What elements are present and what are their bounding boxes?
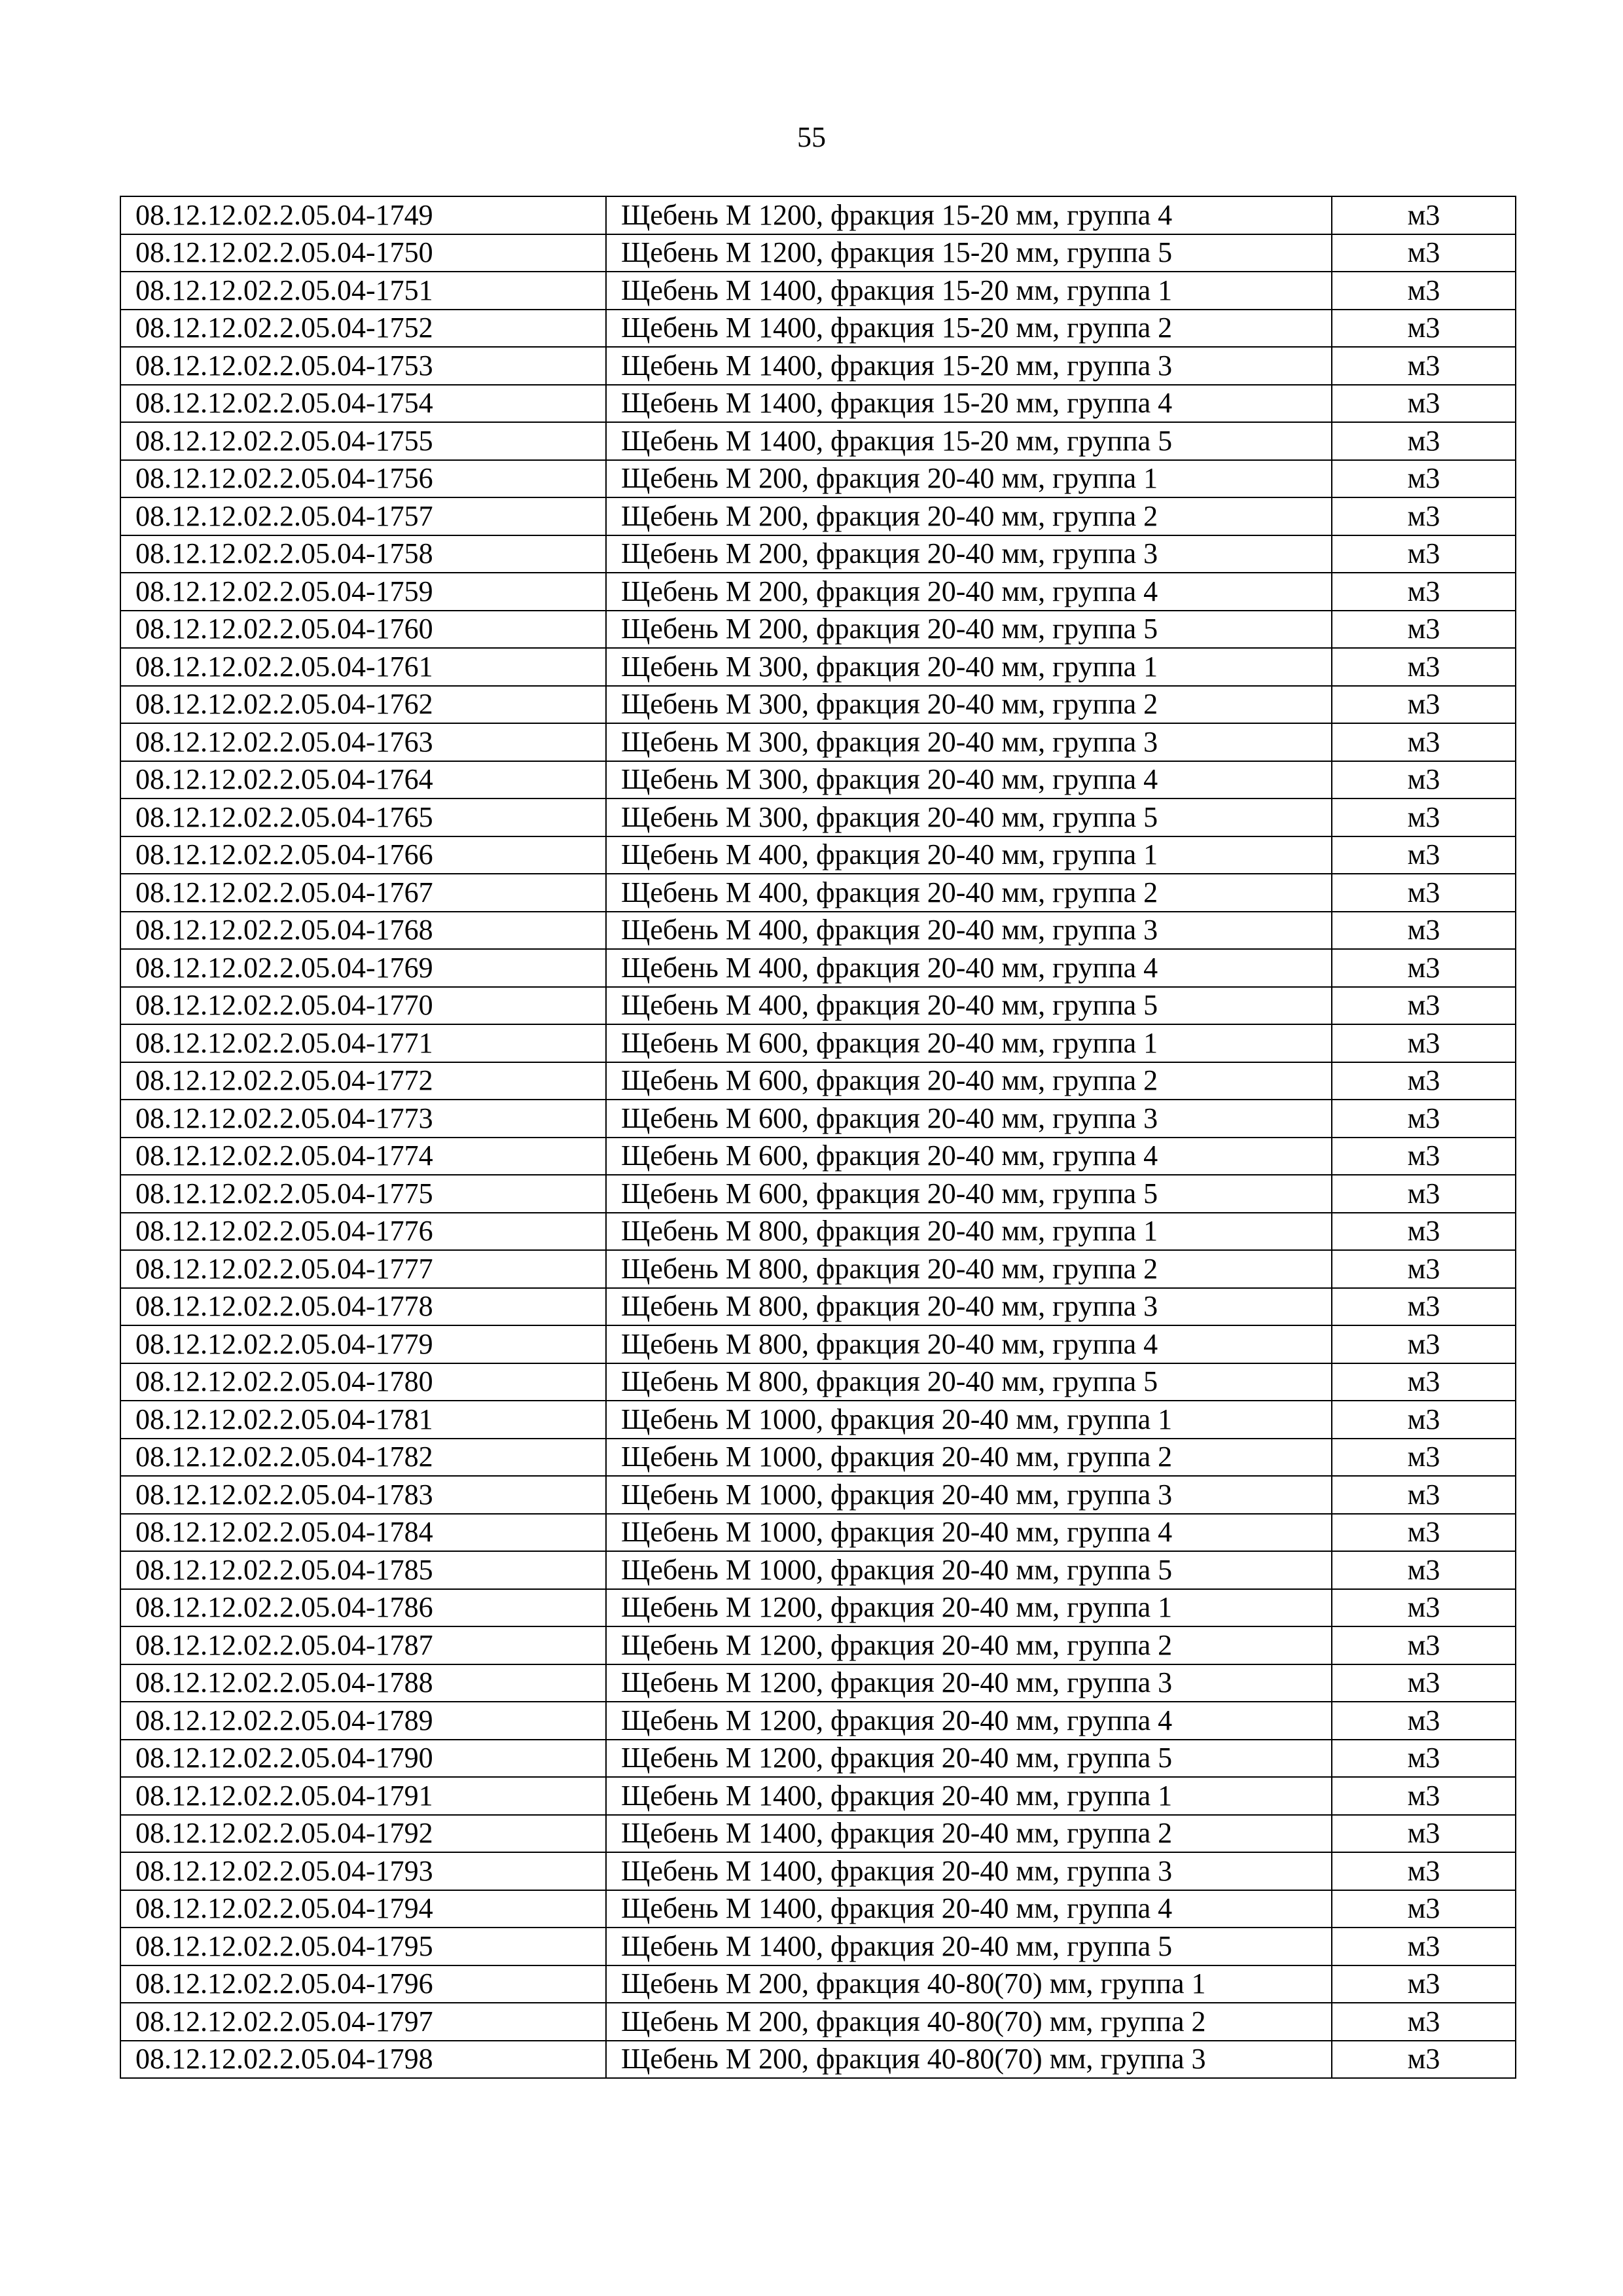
name-cell: Щебень М 200, фракция 20-40 мм, группа 2	[606, 497, 1332, 535]
code-cell: 08.12.12.02.2.05.04-1769	[120, 949, 606, 987]
code-cell: 08.12.12.02.2.05.04-1787	[120, 1626, 606, 1664]
table-row	[120, 497, 1516, 535]
table-row	[120, 535, 1516, 573]
table-row	[120, 385, 1516, 423]
unit-cell: м3	[1332, 1664, 1516, 1702]
unit-cell: м3	[1332, 1928, 1516, 1965]
unit-cell: м3	[1332, 573, 1516, 611]
unit-cell: м3	[1332, 1138, 1516, 1175]
code-cell: 08.12.12.02.2.05.04-1781	[120, 1401, 606, 1439]
unit-cell: м3	[1332, 1777, 1516, 1815]
table-row	[120, 2003, 1516, 2041]
table-row	[120, 723, 1516, 761]
table-row	[120, 1626, 1516, 1664]
code-cell: 08.12.12.02.2.05.04-1774	[120, 1138, 606, 1175]
name-cell: Щебень М 800, фракция 20-40 мм, группа 2	[606, 1250, 1332, 1288]
materials-table-body	[120, 196, 1516, 2078]
table-row	[120, 761, 1516, 799]
table-row	[120, 1024, 1516, 1062]
unit-cell: м3	[1332, 1439, 1516, 1477]
name-cell: Щебень М 200, фракция 20-40 мм, группа 3	[606, 535, 1332, 573]
code-cell: 08.12.12.02.2.05.04-1794	[120, 1890, 606, 1928]
unit-cell: м3	[1332, 1514, 1516, 1552]
unit-cell: м3	[1332, 761, 1516, 799]
code-cell: 08.12.12.02.2.05.04-1768	[120, 912, 606, 950]
code-cell: 08.12.12.02.2.05.04-1763	[120, 723, 606, 761]
table-row	[120, 912, 1516, 950]
unit-cell: м3	[1332, 912, 1516, 950]
unit-cell: м3	[1332, 347, 1516, 385]
table-row	[120, 310, 1516, 348]
name-cell: Щебень М 1200, фракция 20-40 мм, группа 2	[606, 1626, 1332, 1664]
name-cell: Щебень М 200, фракция 40-80(70) мм, группа 3	[606, 2041, 1332, 2079]
table-row	[120, 1815, 1516, 1853]
unit-cell: м3	[1332, 611, 1516, 649]
name-cell: Щебень М 300, фракция 20-40 мм, группа 3	[606, 723, 1332, 761]
name-cell: Щебень М 1400, фракция 15-20 мм, группа 1	[606, 272, 1332, 310]
name-cell: Щебень М 200, фракция 40-80(70) мм, группа 2	[606, 2003, 1332, 2041]
code-cell: 08.12.12.02.2.05.04-1778	[120, 1288, 606, 1326]
unit-cell: м3	[1332, 1626, 1516, 1664]
unit-cell: м3	[1332, 798, 1516, 836]
code-cell: 08.12.12.02.2.05.04-1780	[120, 1363, 606, 1401]
code-cell: 08.12.12.02.2.05.04-1761	[120, 648, 606, 686]
unit-cell: м3	[1332, 874, 1516, 912]
code-cell: 08.12.12.02.2.05.04-1764	[120, 761, 606, 799]
code-cell: 08.12.12.02.2.05.04-1773	[120, 1100, 606, 1138]
table-row	[120, 422, 1516, 460]
table-row	[120, 798, 1516, 836]
name-cell: Щебень М 1200, фракция 15-20 мм, группа 4	[606, 196, 1332, 234]
unit-cell: м3	[1332, 1815, 1516, 1853]
code-cell: 08.12.12.02.2.05.04-1783	[120, 1476, 606, 1514]
table-row	[120, 1890, 1516, 1928]
unit-cell: м3	[1332, 1288, 1516, 1326]
name-cell: Щебень М 1000, фракция 20-40 мм, группа 5	[606, 1551, 1332, 1589]
name-cell: Щебень М 400, фракция 20-40 мм, группа 1	[606, 836, 1332, 874]
code-cell: 08.12.12.02.2.05.04-1795	[120, 1928, 606, 1965]
unit-cell: м3	[1332, 686, 1516, 724]
table-row	[120, 874, 1516, 912]
unit-cell: м3	[1332, 1890, 1516, 1928]
name-cell: Щебень М 1400, фракция 15-20 мм, группа 4	[606, 385, 1332, 423]
name-cell: Щебень М 1400, фракция 20-40 мм, группа 5	[606, 1928, 1332, 1965]
table-row	[120, 1288, 1516, 1326]
name-cell: Щебень М 800, фракция 20-40 мм, группа 4	[606, 1325, 1332, 1363]
table-row	[120, 1175, 1516, 1213]
unit-cell: м3	[1332, 987, 1516, 1025]
name-cell: Щебень М 1200, фракция 20-40 мм, группа 3	[606, 1664, 1332, 1702]
table-row	[120, 1062, 1516, 1100]
code-cell: 08.12.12.02.2.05.04-1777	[120, 1250, 606, 1288]
name-cell: Щебень М 1200, фракция 20-40 мм, группа 1	[606, 1589, 1332, 1627]
page-number: 55	[797, 121, 826, 153]
name-cell: Щебень М 800, фракция 20-40 мм, группа 1	[606, 1213, 1332, 1251]
name-cell: Щебень М 300, фракция 20-40 мм, группа 2	[606, 686, 1332, 724]
name-cell: Щебень М 400, фракция 20-40 мм, группа 2	[606, 874, 1332, 912]
table-row	[120, 611, 1516, 649]
name-cell: Щебень М 1400, фракция 20-40 мм, группа 4	[606, 1890, 1332, 1928]
code-cell: 08.12.12.02.2.05.04-1796	[120, 1965, 606, 2003]
unit-cell: м3	[1332, 1852, 1516, 1890]
table-row	[120, 1664, 1516, 1702]
code-cell: 08.12.12.02.2.05.04-1765	[120, 798, 606, 836]
name-cell: Щебень М 200, фракция 20-40 мм, группа 1	[606, 460, 1332, 498]
table-row	[120, 234, 1516, 272]
code-cell: 08.12.12.02.2.05.04-1788	[120, 1664, 606, 1702]
unit-cell: м3	[1332, 1325, 1516, 1363]
unit-cell: м3	[1332, 1363, 1516, 1401]
unit-cell: м3	[1332, 422, 1516, 460]
unit-cell: м3	[1332, 234, 1516, 272]
name-cell: Щебень М 600, фракция 20-40 мм, группа 1	[606, 1024, 1332, 1062]
code-cell: 08.12.12.02.2.05.04-1758	[120, 535, 606, 573]
name-cell: Щебень М 1200, фракция 20-40 мм, группа 4	[606, 1702, 1332, 1740]
table-row	[120, 347, 1516, 385]
name-cell: Щебень М 1400, фракция 20-40 мм, группа 3	[606, 1852, 1332, 1890]
unit-cell: м3	[1332, 1175, 1516, 1213]
unit-cell: м3	[1332, 1551, 1516, 1589]
name-cell: Щебень М 1200, фракция 20-40 мм, группа 5	[606, 1740, 1332, 1778]
name-cell: Щебень М 200, фракция 40-80(70) мм, группа 1	[606, 1965, 1332, 2003]
table-row	[120, 1551, 1516, 1589]
unit-cell: м3	[1332, 1476, 1516, 1514]
table-row	[120, 648, 1516, 686]
name-cell: Щебень М 300, фракция 20-40 мм, группа 4	[606, 761, 1332, 799]
name-cell: Щебень М 600, фракция 20-40 мм, группа 2	[606, 1062, 1332, 1100]
table-row	[120, 1476, 1516, 1514]
code-cell: 08.12.12.02.2.05.04-1757	[120, 497, 606, 535]
table-row	[120, 1777, 1516, 1815]
unit-cell: м3	[1332, 497, 1516, 535]
name-cell: Щебень М 1000, фракция 20-40 мм, группа 4	[606, 1514, 1332, 1552]
table-row	[120, 1965, 1516, 2003]
code-cell: 08.12.12.02.2.05.04-1790	[120, 1740, 606, 1778]
code-cell: 08.12.12.02.2.05.04-1797	[120, 2003, 606, 2041]
code-cell: 08.12.12.02.2.05.04-1751	[120, 272, 606, 310]
code-cell: 08.12.12.02.2.05.04-1791	[120, 1777, 606, 1815]
table-row	[120, 1100, 1516, 1138]
code-cell: 08.12.12.02.2.05.04-1776	[120, 1213, 606, 1251]
unit-cell: м3	[1332, 836, 1516, 874]
unit-cell: м3	[1332, 723, 1516, 761]
code-cell: 08.12.12.02.2.05.04-1762	[120, 686, 606, 724]
unit-cell: м3	[1332, 1024, 1516, 1062]
table-row	[120, 1325, 1516, 1363]
name-cell: Щебень М 800, фракция 20-40 мм, группа 3	[606, 1288, 1332, 1326]
table-row	[120, 1138, 1516, 1175]
unit-cell: м3	[1332, 272, 1516, 310]
code-cell: 08.12.12.02.2.05.04-1784	[120, 1514, 606, 1552]
unit-cell: м3	[1332, 2003, 1516, 2041]
code-cell: 08.12.12.02.2.05.04-1749	[120, 196, 606, 234]
table-row	[120, 460, 1516, 498]
unit-cell: м3	[1332, 1062, 1516, 1100]
unit-cell: м3	[1332, 310, 1516, 348]
table-row	[120, 949, 1516, 987]
code-cell: 08.12.12.02.2.05.04-1779	[120, 1325, 606, 1363]
name-cell: Щебень М 1400, фракция 15-20 мм, группа 2	[606, 310, 1332, 348]
code-cell: 08.12.12.02.2.05.04-1785	[120, 1551, 606, 1589]
table-row	[120, 1514, 1516, 1552]
table-row	[120, 1589, 1516, 1627]
table-row	[120, 2041, 1516, 2079]
name-cell: Щебень М 1400, фракция 20-40 мм, группа 2	[606, 1815, 1332, 1853]
unit-cell: м3	[1332, 949, 1516, 987]
table-row	[120, 1250, 1516, 1288]
table-row	[120, 272, 1516, 310]
name-cell: Щебень М 600, фракция 20-40 мм, группа 5	[606, 1175, 1332, 1213]
unit-cell: м3	[1332, 1965, 1516, 2003]
name-cell: Щебень М 400, фракция 20-40 мм, группа 3	[606, 912, 1332, 950]
name-cell: Щебень М 1400, фракция 15-20 мм, группа 3	[606, 347, 1332, 385]
code-cell: 08.12.12.02.2.05.04-1750	[120, 234, 606, 272]
table-row	[120, 836, 1516, 874]
name-cell: Щебень М 400, фракция 20-40 мм, группа 4	[606, 949, 1332, 987]
unit-cell: м3	[1332, 648, 1516, 686]
unit-cell: м3	[1332, 460, 1516, 498]
materials-table	[120, 196, 1516, 2079]
name-cell: Щебень М 400, фракция 20-40 мм, группа 5	[606, 987, 1332, 1025]
table-row	[120, 1401, 1516, 1439]
name-cell: Щебень М 300, фракция 20-40 мм, группа 5	[606, 798, 1332, 836]
table-row	[120, 1439, 1516, 1477]
unit-cell: м3	[1332, 1250, 1516, 1288]
code-cell: 08.12.12.02.2.05.04-1760	[120, 611, 606, 649]
code-cell: 08.12.12.02.2.05.04-1786	[120, 1589, 606, 1627]
unit-cell: м3	[1332, 1589, 1516, 1627]
table-row	[120, 686, 1516, 724]
table-row	[120, 1740, 1516, 1778]
name-cell: Щебень М 600, фракция 20-40 мм, группа 4	[606, 1138, 1332, 1175]
name-cell: Щебень М 1000, фракция 20-40 мм, группа 1	[606, 1401, 1332, 1439]
unit-cell: м3	[1332, 385, 1516, 423]
code-cell: 08.12.12.02.2.05.04-1771	[120, 1024, 606, 1062]
code-cell: 08.12.12.02.2.05.04-1772	[120, 1062, 606, 1100]
name-cell: Щебень М 600, фракция 20-40 мм, группа 3	[606, 1100, 1332, 1138]
name-cell: Щебень М 200, фракция 20-40 мм, группа 4	[606, 573, 1332, 611]
unit-cell: м3	[1332, 535, 1516, 573]
name-cell: Щебень М 1200, фракция 15-20 мм, группа 5	[606, 234, 1332, 272]
table-row	[120, 1363, 1516, 1401]
code-cell: 08.12.12.02.2.05.04-1789	[120, 1702, 606, 1740]
unit-cell: м3	[1332, 1702, 1516, 1740]
name-cell: Щебень М 1400, фракция 20-40 мм, группа 1	[606, 1777, 1332, 1815]
table-row	[120, 987, 1516, 1025]
table-row	[120, 573, 1516, 611]
name-cell: Щебень М 1000, фракция 20-40 мм, группа 2	[606, 1439, 1332, 1477]
code-cell: 08.12.12.02.2.05.04-1770	[120, 987, 606, 1025]
code-cell: 08.12.12.02.2.05.04-1767	[120, 874, 606, 912]
name-cell: Щебень М 800, фракция 20-40 мм, группа 5	[606, 1363, 1332, 1401]
table-row	[120, 1852, 1516, 1890]
code-cell: 08.12.12.02.2.05.04-1782	[120, 1439, 606, 1477]
code-cell: 08.12.12.02.2.05.04-1775	[120, 1175, 606, 1213]
unit-cell: м3	[1332, 1740, 1516, 1778]
unit-cell: м3	[1332, 196, 1516, 234]
table-row	[120, 1702, 1516, 1740]
name-cell: Щебень М 1000, фракция 20-40 мм, группа 3	[606, 1476, 1332, 1514]
table-row	[120, 1928, 1516, 1965]
table-row	[120, 196, 1516, 234]
code-cell: 08.12.12.02.2.05.04-1752	[120, 310, 606, 348]
unit-cell: м3	[1332, 1213, 1516, 1251]
name-cell: Щебень М 1400, фракция 15-20 мм, группа 5	[606, 422, 1332, 460]
code-cell: 08.12.12.02.2.05.04-1798	[120, 2041, 606, 2079]
code-cell: 08.12.12.02.2.05.04-1754	[120, 385, 606, 423]
code-cell: 08.12.12.02.2.05.04-1755	[120, 422, 606, 460]
name-cell: Щебень М 300, фракция 20-40 мм, группа 1	[606, 648, 1332, 686]
unit-cell: м3	[1332, 1401, 1516, 1439]
code-cell: 08.12.12.02.2.05.04-1793	[120, 1852, 606, 1890]
code-cell: 08.12.12.02.2.05.04-1753	[120, 347, 606, 385]
name-cell: Щебень М 200, фракция 20-40 мм, группа 5	[606, 611, 1332, 649]
table-row	[120, 1213, 1516, 1251]
code-cell: 08.12.12.02.2.05.04-1759	[120, 573, 606, 611]
unit-cell: м3	[1332, 2041, 1516, 2079]
code-cell: 08.12.12.02.2.05.04-1766	[120, 836, 606, 874]
code-cell: 08.12.12.02.2.05.04-1792	[120, 1815, 606, 1853]
unit-cell: м3	[1332, 1100, 1516, 1138]
code-cell: 08.12.12.02.2.05.04-1756	[120, 460, 606, 498]
